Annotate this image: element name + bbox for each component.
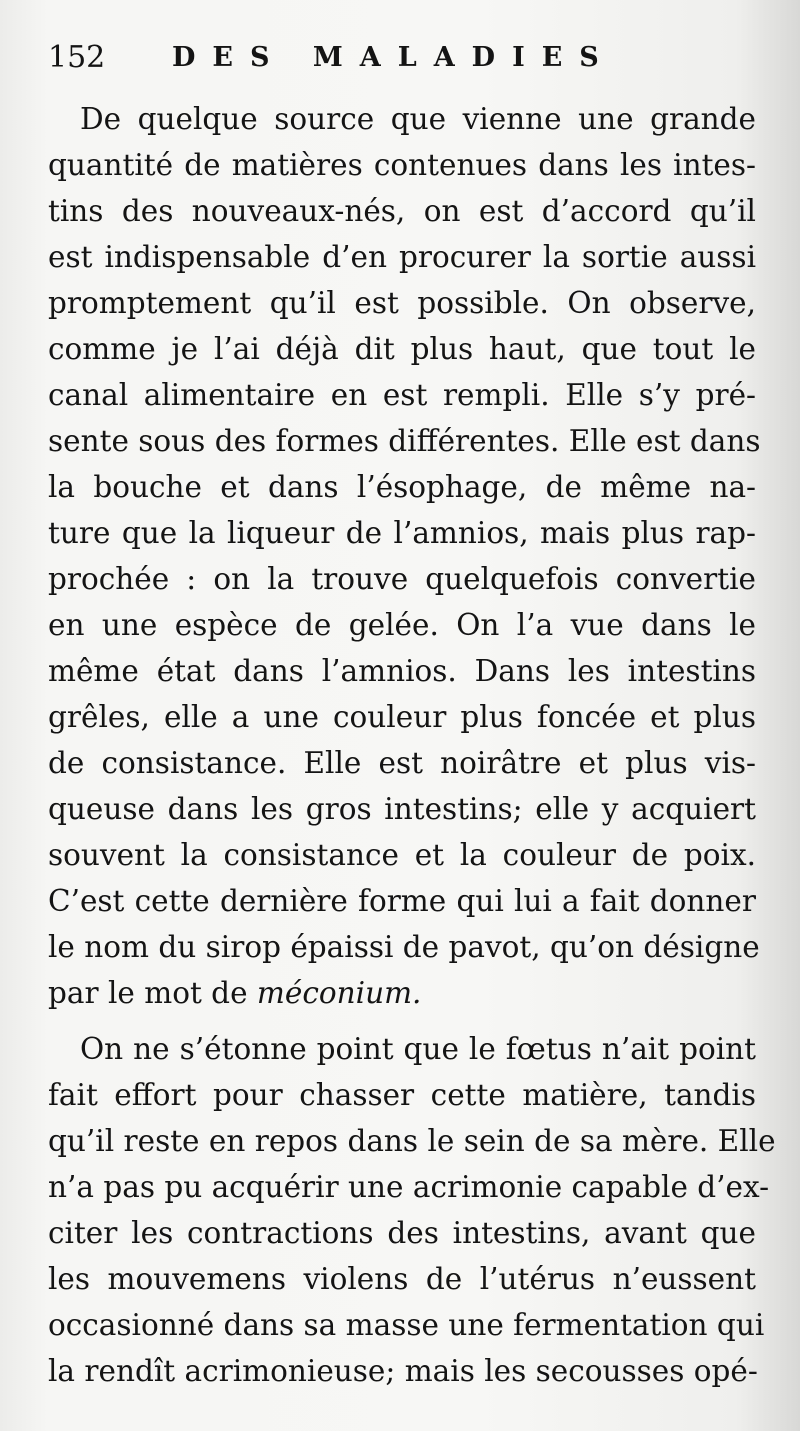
text-line: fait effort pour chasser cette matière, tandis bbox=[48, 1078, 756, 1112]
text-line: quantité de matières contenues dans les intes- bbox=[48, 148, 756, 182]
text-line: On ne s’étonne point que le fœtus n’ait point bbox=[80, 1032, 756, 1066]
text-line: la bouche et dans l’ésophage, de même na- bbox=[48, 470, 756, 504]
text-line: sente sous des formes différentes. Elle est dans bbox=[48, 424, 761, 458]
text-line: le nom du sirop épaissi de pavot, qu’on désigne bbox=[48, 930, 760, 964]
italic-term-meconium: méconium. bbox=[256, 976, 422, 1010]
text-line: de consistance. Elle est noirâtre et plus vis- bbox=[48, 746, 756, 780]
text-line: souvent la consistance et la couleur de poix. bbox=[48, 838, 756, 872]
text-line: De quelque source que vienne une grande bbox=[80, 102, 756, 136]
text-line-paragraph-end bbox=[48, 970, 756, 1016]
text-line: la rendît acrimonieuse; mais les secousses opé- bbox=[48, 1354, 758, 1388]
running-title: DES MALADIES bbox=[172, 42, 616, 73]
text-line: même état dans l’amnios. Dans les intestins bbox=[48, 654, 756, 688]
text-line: citer les contractions des intestins, avant que bbox=[48, 1216, 756, 1250]
text-line: queuse dans les gros intestins; elle y acquiert bbox=[48, 792, 756, 826]
text-line-start: par le mot de bbox=[48, 976, 248, 1010]
page-number: 152 bbox=[48, 40, 106, 75]
text-line: ture que la liqueur de l’amnios, mais plus rap- bbox=[48, 516, 756, 550]
text-line: comme je l’ai déjà dit plus haut, que tout le bbox=[48, 332, 756, 366]
text-line: est indispensable d’en procurer la sortie aussi bbox=[48, 240, 756, 274]
page-header bbox=[48, 40, 768, 84]
text-line: qu’il reste en repos dans le sein de sa mère. Elle bbox=[48, 1124, 776, 1158]
text-line: grêles, elle a une couleur plus foncée et plus bbox=[48, 700, 756, 734]
text-line: prochée : on la trouve quelquefois convertie bbox=[48, 562, 756, 596]
text-line: en une espèce de gelée. On l’a vue dans le bbox=[48, 608, 756, 642]
text-line: n’a pas pu acquérir une acrimonie capable d’ex- bbox=[48, 1170, 770, 1204]
text-line: C’est cette dernière forme qui lui a fait donner bbox=[48, 884, 756, 918]
text-line: tins des nouveaux-nés, on est d’accord qu’il bbox=[48, 194, 756, 228]
text-line: les mouvemens violens de l’utérus n’eussent bbox=[48, 1262, 756, 1296]
text-line: occasionné dans sa masse une fermentation qui bbox=[48, 1308, 765, 1342]
text-line: promptement qu’il est possible. On observe, bbox=[48, 286, 756, 320]
text-line: canal alimentaire en est rempli. Elle s’y pré- bbox=[48, 378, 756, 412]
